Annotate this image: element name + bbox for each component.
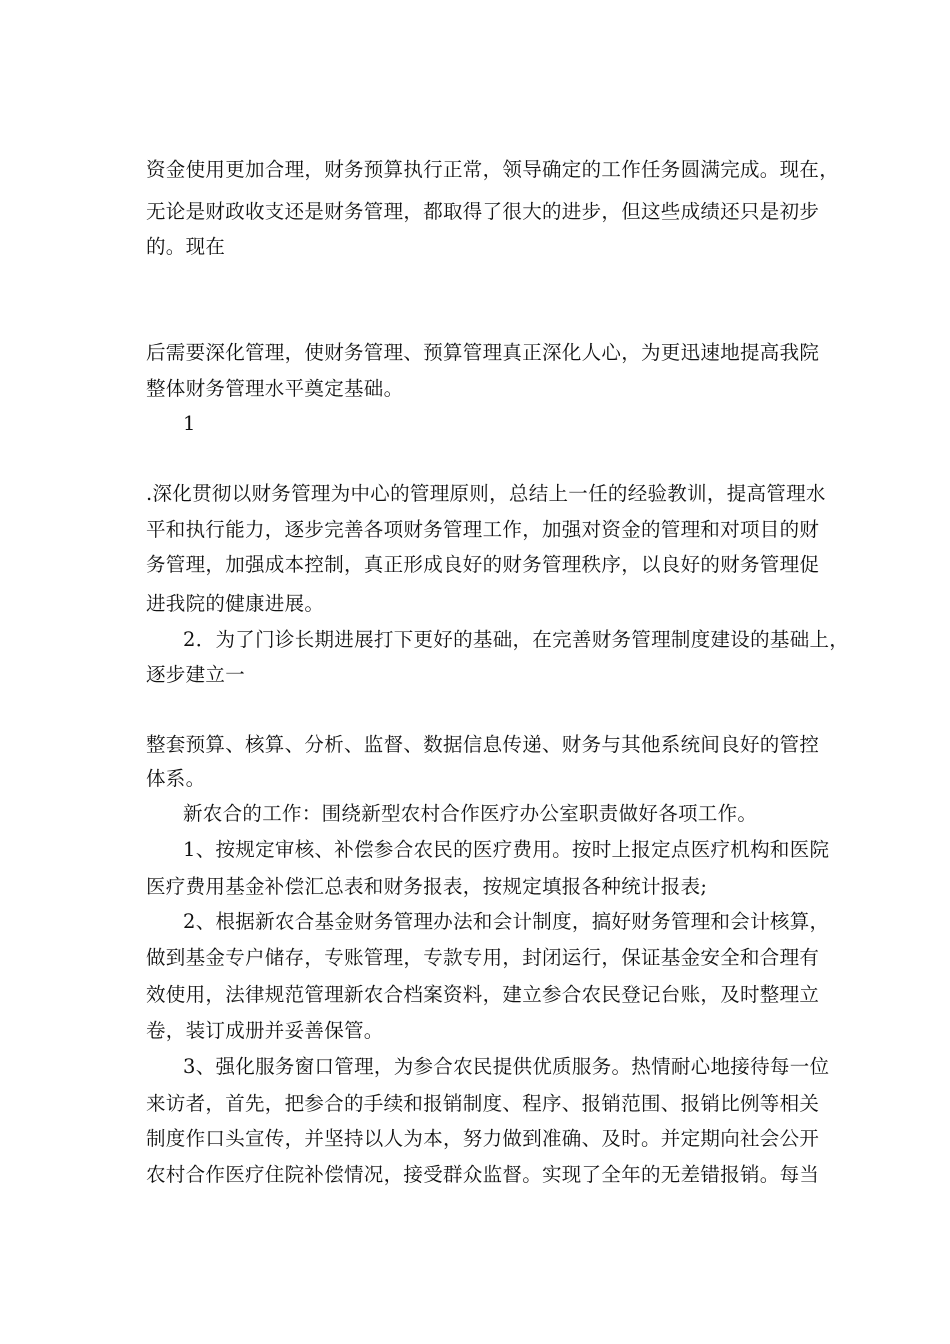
text-line: 整体财务管理水平奠定基础。: [146, 377, 404, 400]
text-line: 平和执行能力，逐步完善各项财务管理工作，加强对资金的管理和对项目的财: [146, 518, 820, 541]
text-line: 务管理，加强成本控制，真正形成良好的财务管理秩序，以良好的财务管理促: [146, 553, 820, 576]
text-line: 体系。: [146, 767, 206, 790]
text-line: .深化贯彻以财务管理为中心的管理原则，总结上一任的经验教训，提高管理水: [146, 482, 826, 505]
text-line: 3、强化服务窗口管理，为参合农民提供优质服务。热情耐心地接待每一位: [183, 1055, 830, 1078]
text-line: 卷，装订成册并妥善保管。: [146, 1019, 384, 1042]
text-line: 的。现在: [146, 235, 226, 258]
text-line: 整套预算、核算、分析、监督、数据信息传递、财务与其他系统间良好的管控: [146, 733, 820, 756]
text-line: 2．为了门诊长期进展打下更好的基础，在完善财务管理制度建设的基础上，: [183, 628, 850, 651]
text-line: 后需要深化管理，使财务管理、预算管理真正深化人心，为更迅速地提高我院: [146, 341, 820, 364]
text-line: 无论是财政收支还是财务管理，都取得了很大的进步，但这些成绩还只是初步: [146, 200, 820, 223]
list-number: 1: [183, 412, 196, 435]
text-line: 新农合的工作：围绕新型农村合作医疗办公室职责做好各项工作。: [183, 802, 758, 825]
text-line: 效使用，法律规范管理新农合档案资料，建立参合农民登记台账，及时整理立: [146, 983, 820, 1006]
text-line: 1、按规定审核、补偿参合农民的医疗费用。按时上报定点医疗机构和医院: [183, 838, 830, 861]
text-line: 资金使用更加合理，财务预算执行正常，领导确定的工作任务圆满完成。现在，: [146, 158, 840, 181]
text-line: 来访者，首先，把参合的手续和报销制度、程序、报销范围、报销比例等相关: [146, 1092, 820, 1115]
text-line: 2、根据新农合基金财务管理办法和会计制度，搞好财务管理和会计核算，: [183, 910, 830, 933]
text-line: 制度作口头宣传，并坚持以人为本，努力做到准确、及时。并定期向社会公开: [146, 1127, 820, 1150]
text-line: 逐步建立一: [146, 663, 246, 686]
text-line: 做到基金专户储存，专账管理，专款专用，封闭运行，保证基金安全和合理有: [146, 946, 820, 969]
text-line: 进我院的健康进展。: [146, 592, 325, 615]
text-line: 医疗费用基金补偿汇总表和财务报表，按规定填报各种统计报表;: [146, 875, 708, 898]
text-line: 农村合作医疗住院补偿情况，接受群众监督。实现了全年的无差错报销。每当: [146, 1163, 820, 1186]
